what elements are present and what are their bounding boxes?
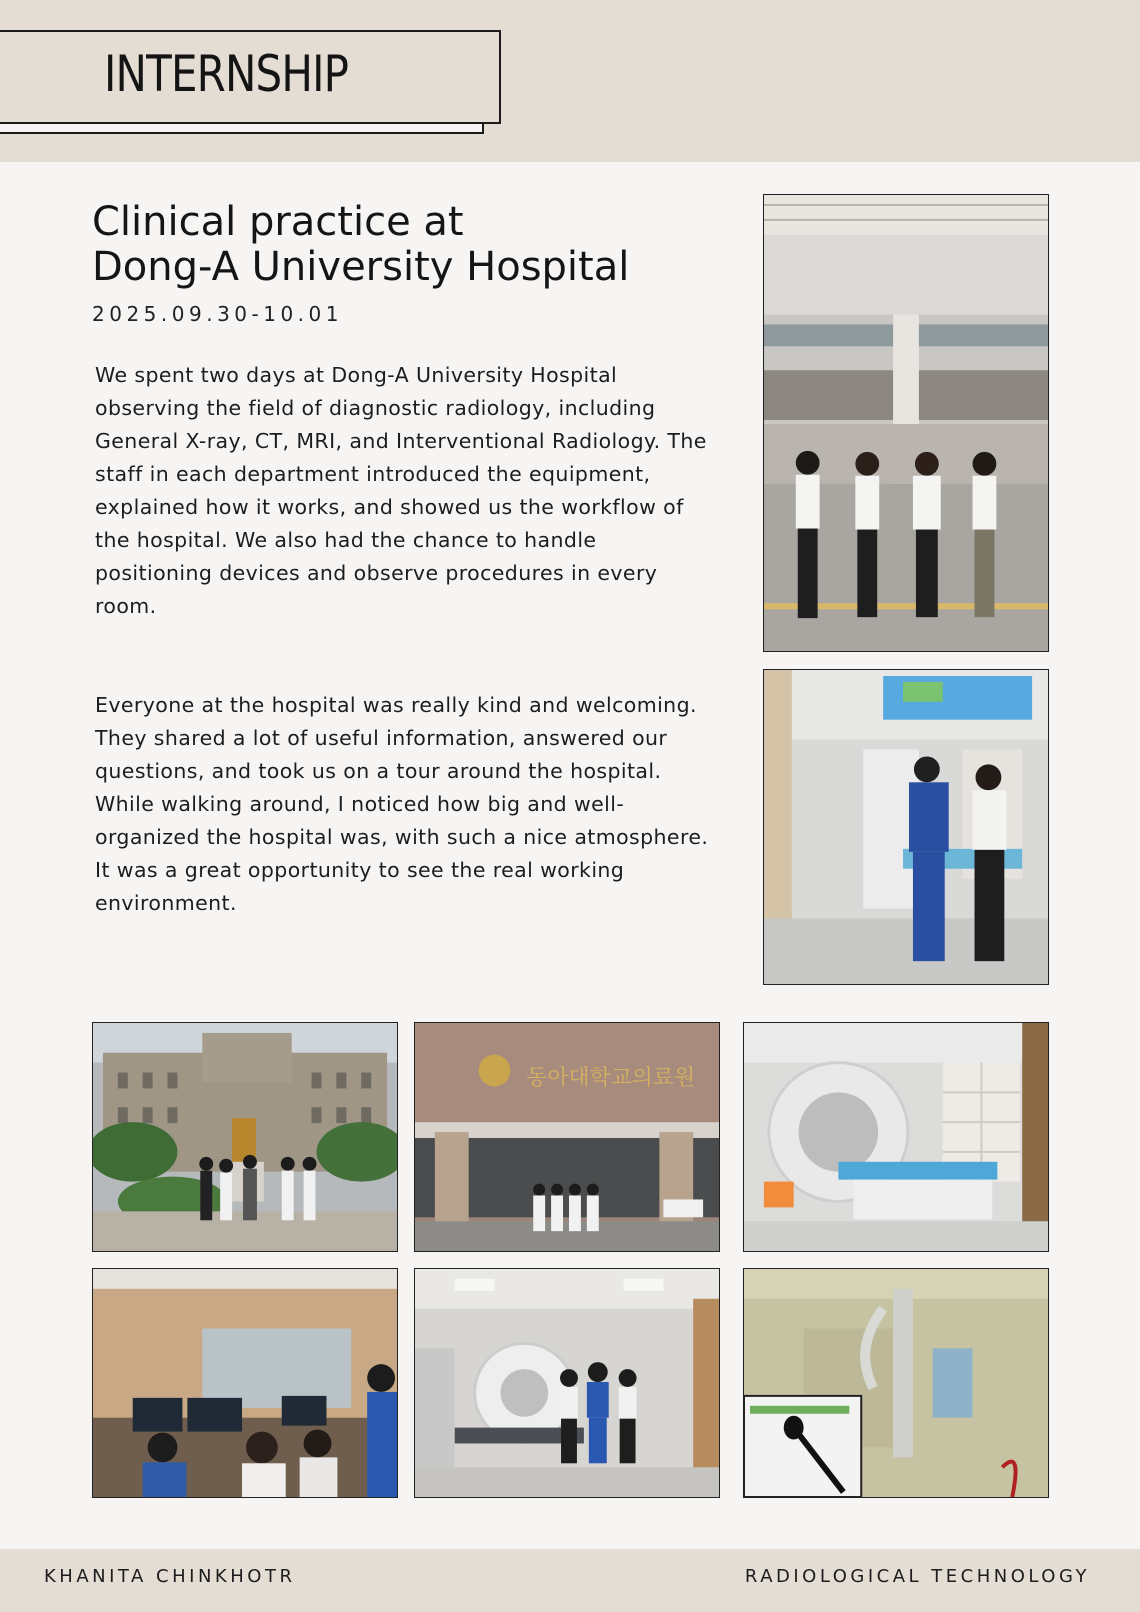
photo-lobby-group: [763, 194, 1049, 652]
photo-hospital-entrance: [414, 1022, 720, 1252]
hospital-sign-text: 동아대학교의료원: [526, 1065, 696, 1091]
author-name: KHANITA CHINKHOTR: [44, 1566, 296, 1587]
program-name: RADIOLOGICAL TECHNOLOGY: [744, 1566, 1090, 1587]
photo-mri-scanner: [743, 1022, 1049, 1252]
photo-control-room: [92, 1268, 398, 1498]
title-line-1: Clinical practice at: [92, 199, 464, 245]
photo-ct-room-group: [414, 1268, 720, 1498]
paragraph-1: We spent two days at Dong-A University Hospital observing the field of diagnostic radiology, including General X-ray, CT, MRI, and Interventional Radiology. The staff in each department introduced the equipment, explained how it works, and showed us the workflow of the hospital. We also had the chance to handle positioning devices and observe procedures in every room.: [95, 363, 707, 618]
photo-campus-group: [92, 1022, 398, 1252]
page-title: [92, 200, 732, 290]
photo-mri-room-staff: [763, 669, 1049, 985]
date-range: 2025.09.30-10.01: [92, 302, 343, 326]
photo-interventional-room: [743, 1268, 1049, 1498]
paragraph-2: Everyone at the hospital was really kind and welcoming. They shared a lot of useful information, answered our questions, and took us on a tour around the hospital. While walking around, I noticed how big and well-organized the hospital was, with such a nice atmosphere. It was a great opportunity to see the real working environment.: [95, 693, 709, 915]
internship-badge: INTERNSHIP: [104, 45, 349, 103]
title-line-2: Dong-A University Hospital: [92, 244, 630, 290]
